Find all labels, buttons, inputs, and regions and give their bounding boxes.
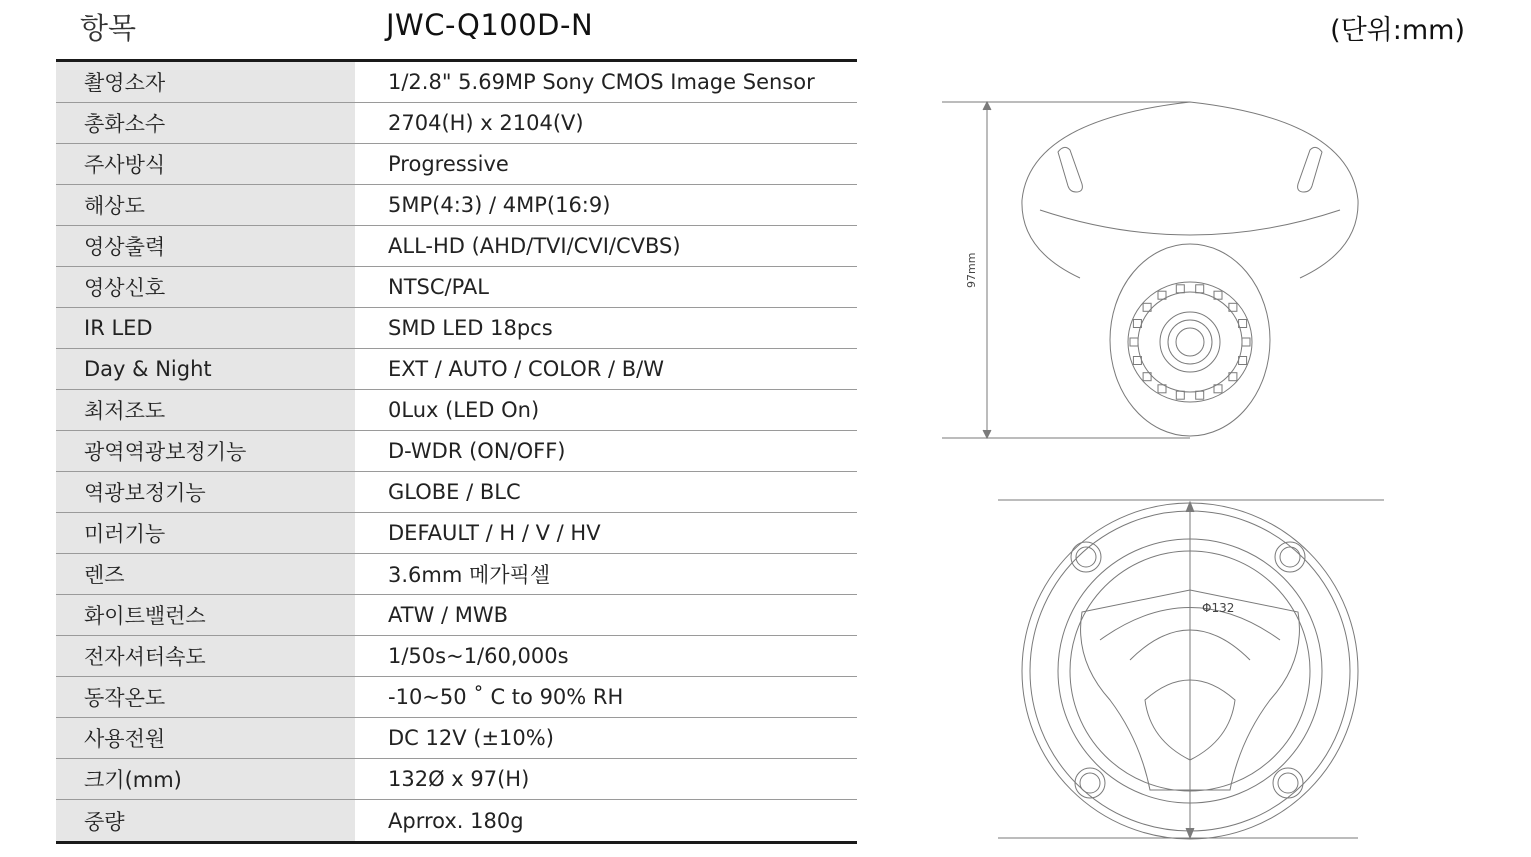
spec-value: DEFAULT / H / V / HV: [388, 521, 601, 545]
spec-label: Day & Night: [56, 349, 355, 389]
spec-label: 최저조도: [56, 390, 355, 430]
model-name: JWC-Q100D-N: [386, 8, 594, 42]
bottom-view-drawing: [998, 500, 1384, 839]
spec-label: 광역역광보정기능: [56, 431, 355, 471]
spec-value: Aprrox. 180g: [388, 808, 524, 833]
spec-value: Progressive: [388, 152, 509, 176]
spec-label: 전자셔터속도: [56, 636, 355, 676]
spec-label: 미러기능: [56, 513, 355, 553]
header-item-label: 항목: [80, 11, 137, 45]
spec-value: ALL-HD (AHD/TVI/CVI/CVBS): [388, 234, 681, 258]
spec-value: D-WDR (ON/OFF): [388, 439, 566, 463]
spec-label: 총화소수: [56, 103, 355, 143]
spec-label: 주사방식: [56, 144, 355, 184]
spec-label: 해상도: [56, 185, 355, 225]
spec-value: GLOBE / BLC: [388, 480, 521, 504]
spec-value: 1/50s~1/60,000s: [388, 644, 569, 668]
ir-led-mark: [1130, 338, 1138, 346]
spec-value: 2704(H) x 2104(V): [388, 111, 584, 135]
unit-label: (단위:mm): [1330, 15, 1465, 46]
spec-value: NTSC/PAL: [388, 275, 489, 299]
spec-label: 사용전원: [56, 718, 355, 758]
spec-value: EXT / AUTO / COLOR / B/W: [388, 357, 664, 381]
spec-value: 1/2.8" 5.69MP Sony CMOS Image Sensor: [388, 70, 815, 94]
spec-value: 132Ø x 97(H): [388, 767, 530, 791]
spec-label: IR LED: [56, 308, 355, 348]
ir-led-mark: [1176, 391, 1184, 399]
diameter-dimension-label: Φ132: [1202, 601, 1235, 615]
spec-label: 렌즈: [56, 554, 355, 594]
spec-value: ATW / MWB: [388, 603, 509, 627]
spec-value: DC 12V (±10%): [388, 726, 554, 750]
height-dimension-label: 97mm: [965, 252, 978, 288]
side-view-drawing: [942, 102, 1358, 438]
spec-value: 0Lux (LED On): [388, 398, 540, 422]
spec-label: 중량: [56, 800, 355, 841]
spec-label: 화이트밸런스: [56, 595, 355, 635]
spec-value: 3.6mm 메가픽셀: [388, 563, 551, 587]
ir-led-mark: [1196, 391, 1204, 399]
ir-led-mark: [1176, 285, 1184, 293]
spec-value: SMD LED 18pcs: [388, 316, 553, 340]
spec-label: 영상출력: [56, 226, 355, 266]
ir-led-mark: [1196, 285, 1204, 293]
spec-value: -10~50 ˚ C to 90% RH: [388, 685, 624, 709]
spec-label: 촬영소자: [56, 62, 355, 102]
spec-value: 5MP(4:3) / 4MP(16:9): [388, 193, 611, 217]
spec-label: 크기(mm): [56, 759, 355, 799]
spec-label: 동작온도: [56, 677, 355, 717]
spec-label: 영상신호: [56, 267, 355, 307]
ir-led-mark: [1242, 338, 1250, 346]
spec-label: 역광보정기능: [56, 472, 355, 512]
